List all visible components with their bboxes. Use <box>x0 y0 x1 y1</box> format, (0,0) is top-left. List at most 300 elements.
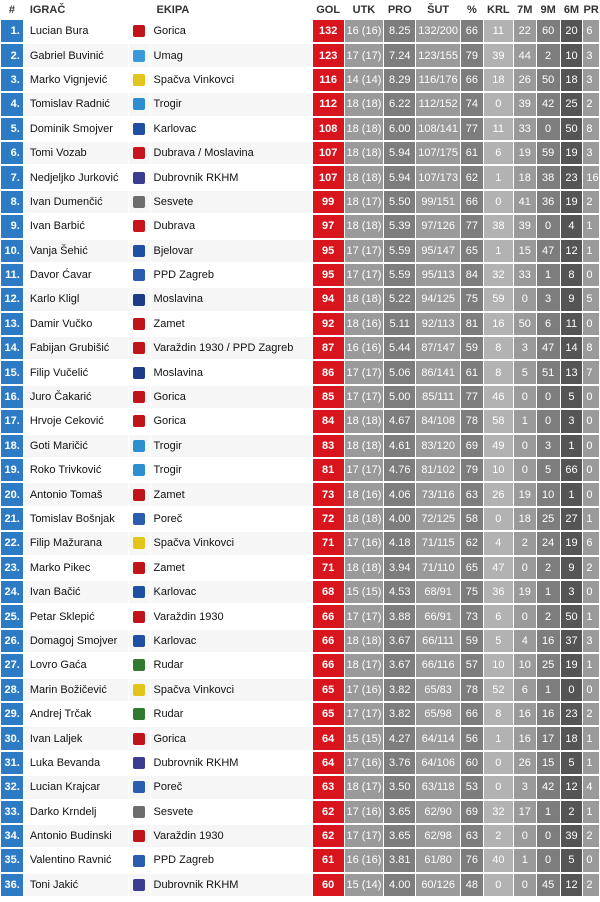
rank-cell: 18. <box>1 435 23 457</box>
team-name[interactable]: Dubrava / Moslavina <box>151 142 312 164</box>
average-cell: 4.06 <box>384 483 415 505</box>
percent-cell: 66 <box>461 703 483 725</box>
7m-cell: 5 <box>514 361 536 383</box>
average-cell: 3.88 <box>384 605 415 627</box>
fastbreak-cell: 5 <box>484 630 513 652</box>
6m-cell: 27 <box>561 508 583 530</box>
rank-cell: 23. <box>1 557 23 579</box>
average-cell: 5.44 <box>384 337 415 359</box>
player-name[interactable]: Lucian Bura <box>24 20 128 42</box>
header-logo-spacer <box>129 2 150 18</box>
goals-cell: 64 <box>313 727 344 749</box>
average-cell: 3.82 <box>384 703 415 725</box>
matches-cell: 18 (18) <box>345 215 383 237</box>
player-name[interactable]: Darko Krndelj <box>24 801 128 823</box>
player-name[interactable]: Tomi Vozab <box>24 142 128 164</box>
team-crest-icon <box>129 191 150 213</box>
average-cell: 6.22 <box>384 93 415 115</box>
pr-cell: 1 <box>583 605 599 627</box>
player-name[interactable]: Dominik Smojver <box>24 118 128 140</box>
team-name[interactable]: Dubrovnik RKHM <box>151 166 312 188</box>
9m-cell: 15 <box>537 752 560 774</box>
7m-cell: 0 <box>514 874 536 896</box>
matches-cell: 17 (16) <box>345 752 383 774</box>
average-cell: 4.53 <box>384 581 415 603</box>
team-crest-icon <box>129 508 150 530</box>
matches-cell: 18 (17) <box>345 654 383 676</box>
player-name[interactable]: Antonio Tomaš <box>24 483 128 505</box>
matches-cell: 17 (17) <box>345 264 383 286</box>
team-name[interactable]: Moslavina <box>151 361 312 383</box>
9m-cell: 1 <box>537 581 560 603</box>
rank-cell: 4. <box>1 93 23 115</box>
matches-cell: 17 (17) <box>345 605 383 627</box>
shots-cell: 71/110 <box>416 557 460 579</box>
6m-cell: 5 <box>561 386 583 408</box>
team-name[interactable]: PPD Zagreb <box>151 849 312 871</box>
pr-cell: 8 <box>583 337 599 359</box>
9m-cell: 59 <box>537 142 560 164</box>
team-name[interactable]: Zamet <box>151 483 312 505</box>
header-9m[interactable]: 9M <box>537 2 560 18</box>
6m-cell: 39 <box>561 825 583 847</box>
fastbreak-cell: 0 <box>484 93 513 115</box>
team-crest-icon <box>133 635 145 647</box>
table-row <box>1 69 599 91</box>
shots-cell: 84/108 <box>416 410 460 432</box>
team-name[interactable]: Dubrovnik RKHM <box>151 874 312 896</box>
fastbreak-cell: 39 <box>484 44 513 66</box>
player-name[interactable]: Ivan Dumenčić <box>24 191 128 213</box>
goals-cell: 123 <box>313 44 344 66</box>
average-cell: 5.00 <box>384 386 415 408</box>
goals-cell: 72 <box>313 508 344 530</box>
goals-cell: 63 <box>313 776 344 798</box>
pr-cell: 1 <box>583 801 599 823</box>
rank-cell: 15. <box>1 361 23 383</box>
rank-cell: 13. <box>1 313 23 335</box>
team-name[interactable]: Varaždin 1930 / PPD Zagreb <box>151 337 312 359</box>
matches-cell: 18 (16) <box>345 483 383 505</box>
player-name[interactable]: Tomislav Radnić <box>24 93 128 115</box>
goals-cell: 68 <box>313 581 344 603</box>
player-name[interactable]: Lovro Gaća <box>24 654 128 676</box>
9m-cell: 10 <box>537 483 560 505</box>
9m-cell: 36 <box>537 191 560 213</box>
pr-cell: 1 <box>583 752 599 774</box>
7m-cell: 26 <box>514 69 536 91</box>
percent-cell: 59 <box>461 630 483 652</box>
header-7m[interactable]: 7M <box>514 2 536 18</box>
team-name[interactable]: Poreč <box>151 508 312 530</box>
team-crest-icon <box>129 825 150 847</box>
player-name[interactable]: Marin Božičević <box>24 679 128 701</box>
9m-cell: 47 <box>537 240 560 262</box>
7m-cell: 17 <box>514 801 536 823</box>
6m-cell: 12 <box>561 776 583 798</box>
9m-cell: 1 <box>537 801 560 823</box>
goals-cell: 81 <box>313 459 344 481</box>
team-name[interactable]: Gorica <box>151 410 312 432</box>
goals-cell: 62 <box>313 825 344 847</box>
header-rank[interactable]: # <box>1 2 23 18</box>
percent-cell: 77 <box>461 118 483 140</box>
table-row <box>1 240 599 262</box>
rank-cell: 9. <box>1 215 23 237</box>
fastbreak-cell: 10 <box>484 459 513 481</box>
pr-cell: 3 <box>583 630 599 652</box>
matches-cell: 18 (17) <box>345 776 383 798</box>
header-krl[interactable]: KRL <box>484 2 513 18</box>
header-6m[interactable]: 6M <box>561 2 583 18</box>
team-name[interactable]: Karlovac <box>151 118 312 140</box>
percent-cell: 81 <box>461 313 483 335</box>
header-pr[interactable]: PR <box>583 4 599 16</box>
9m-cell: 6 <box>537 313 560 335</box>
6m-cell: 19 <box>561 142 583 164</box>
team-crest-icon <box>133 830 145 842</box>
player-name[interactable]: Ivan Bačić <box>24 581 128 603</box>
table-row <box>1 337 599 359</box>
shots-cell: 66/116 <box>416 654 460 676</box>
6m-cell: 19 <box>561 654 583 676</box>
team-crest-icon <box>129 581 150 603</box>
7m-cell: 33 <box>514 118 536 140</box>
team-name[interactable]: Sesvete <box>151 191 312 213</box>
rank-cell: 26. <box>1 630 23 652</box>
team-name[interactable]: Zamet <box>151 557 312 579</box>
player-name[interactable]: Lucian Krajcar <box>24 776 128 798</box>
rank-cell: 3. <box>1 69 23 91</box>
6m-cell: 23 <box>561 166 583 188</box>
shots-cell: 61/80 <box>416 849 460 871</box>
team-name[interactable]: Gorica <box>151 727 312 749</box>
average-cell: 4.27 <box>384 727 415 749</box>
shots-cell: 63/118 <box>416 776 460 798</box>
percent-cell: 56 <box>461 727 483 749</box>
team-name[interactable]: Umag <box>151 44 312 66</box>
9m-cell: 1 <box>537 679 560 701</box>
7m-cell: 0 <box>514 825 536 847</box>
6m-cell: 66 <box>561 459 583 481</box>
team-crest-icon <box>129 240 150 262</box>
matches-cell: 17 (16) <box>345 679 383 701</box>
goals-cell: 92 <box>313 313 344 335</box>
header-gol[interactable]: GOL <box>313 2 344 18</box>
team-name[interactable]: Zamet <box>151 313 312 335</box>
team-crest-icon <box>133 659 145 671</box>
player-name[interactable]: Luka Bevanda <box>24 752 128 774</box>
average-cell: 5.94 <box>384 166 415 188</box>
7m-cell: 44 <box>514 44 536 66</box>
6m-cell: 25 <box>561 93 583 115</box>
player-name[interactable]: Gabriel Buvinić <box>24 44 128 66</box>
team-crest-icon <box>129 801 150 823</box>
goals-cell: 108 <box>313 118 344 140</box>
player-name[interactable]: Ivan Laljek <box>24 727 128 749</box>
team-crest-icon <box>129 69 150 91</box>
fastbreak-cell: 32 <box>484 801 513 823</box>
percent-cell: 65 <box>461 240 483 262</box>
team-crest-icon <box>133 245 145 257</box>
team-name[interactable]: Poreč <box>151 776 312 798</box>
7m-cell: 22 <box>514 20 536 42</box>
team-name[interactable]: Moslavina <box>151 288 312 310</box>
header-pro[interactable]: PRO <box>384 2 415 18</box>
goals-cell: 60 <box>313 874 344 896</box>
6m-cell: 0 <box>561 679 583 701</box>
table-row <box>1 581 599 603</box>
7m-cell: 10 <box>514 654 536 676</box>
player-name[interactable]: Toni Jakić <box>24 874 128 896</box>
team-name[interactable]: Trogir <box>151 459 312 481</box>
team-crest-icon <box>133 50 145 62</box>
matches-cell: 17 (17) <box>345 459 383 481</box>
table-row <box>1 849 599 871</box>
team-name[interactable]: Karlovac <box>151 630 312 652</box>
fastbreak-cell: 16 <box>484 313 513 335</box>
matches-cell: 18 (18) <box>345 288 383 310</box>
team-crest-icon <box>133 367 145 379</box>
rank-cell: 19. <box>1 459 23 481</box>
matches-cell: 17 (17) <box>345 44 383 66</box>
team-name[interactable]: Gorica <box>151 20 312 42</box>
player-name[interactable]: Davor Ćavar <box>24 264 128 286</box>
goals-cell: 112 <box>313 93 344 115</box>
matches-cell: 18 (18) <box>345 435 383 457</box>
table-row <box>1 874 599 896</box>
6m-cell: 20 <box>561 20 583 42</box>
player-name[interactable]: Fabijan Grubišić <box>24 337 128 359</box>
7m-cell: 33 <box>514 264 536 286</box>
rank-cell: 14. <box>1 337 23 359</box>
pr-cell: 2 <box>583 191 599 213</box>
matches-cell: 18 (18) <box>345 118 383 140</box>
table-row <box>1 435 599 457</box>
team-crest-icon <box>129 849 150 871</box>
pr-cell: 3 <box>583 44 599 66</box>
header-player[interactable]: IGRAČ <box>24 2 128 18</box>
fastbreak-cell: 0 <box>484 191 513 213</box>
goals-cell: 95 <box>313 264 344 286</box>
fastbreak-cell: 47 <box>484 557 513 579</box>
team-name[interactable]: Dubrovnik RKHM <box>151 752 312 774</box>
team-name[interactable]: Trogir <box>151 93 312 115</box>
goals-cell: 65 <box>313 703 344 725</box>
average-cell: 4.18 <box>384 532 415 554</box>
team-crest-icon <box>133 513 145 525</box>
team-crest-icon <box>129 20 150 42</box>
player-name[interactable]: Filip Vučelić <box>24 361 128 383</box>
player-name[interactable]: Domagoj Smojver <box>24 630 128 652</box>
average-cell: 7.24 <box>384 44 415 66</box>
team-name[interactable]: Dubrava <box>151 215 312 237</box>
team-crest-icon <box>129 313 150 335</box>
shots-cell: 64/106 <box>416 752 460 774</box>
team-crest-icon <box>129 776 150 798</box>
team-name[interactable]: Spačva Vinkovci <box>151 679 312 701</box>
player-name[interactable]: Marko Vignjević <box>24 69 128 91</box>
team-name[interactable]: Rudar <box>151 703 312 725</box>
pr-cell: 2 <box>583 703 599 725</box>
header-pct[interactable]: % <box>461 2 483 18</box>
team-crest-icon <box>129 654 150 676</box>
shots-cell: 95/113 <box>416 264 460 286</box>
average-cell: 3.50 <box>384 776 415 798</box>
team-name[interactable]: Trogir <box>151 435 312 457</box>
7m-cell: 0 <box>514 459 536 481</box>
goals-cell: 62 <box>313 801 344 823</box>
shots-cell: 123/155 <box>416 44 460 66</box>
7m-cell: 19 <box>514 483 536 505</box>
table-row <box>1 557 599 579</box>
team-name[interactable]: Bjelovar <box>151 240 312 262</box>
pr-cell: 0 <box>583 581 599 603</box>
fastbreak-cell: 4 <box>484 532 513 554</box>
7m-cell: 1 <box>514 410 536 432</box>
fastbreak-cell: 6 <box>484 605 513 627</box>
player-name[interactable]: Vanja Šehić <box>24 240 128 262</box>
goals-cell: 73 <box>313 483 344 505</box>
9m-cell: 0 <box>537 118 560 140</box>
team-name[interactable]: Sesvete <box>151 801 312 823</box>
table-row <box>1 752 599 774</box>
player-name[interactable]: Damir Vučko <box>24 313 128 335</box>
shots-cell: 72/125 <box>416 508 460 530</box>
fastbreak-cell: 26 <box>484 483 513 505</box>
team-crest-icon <box>133 123 145 135</box>
percent-cell: 84 <box>461 264 483 286</box>
pr-cell: 1 <box>583 215 599 237</box>
7m-cell: 4 <box>514 630 536 652</box>
player-name[interactable]: Juro Čakarić <box>24 386 128 408</box>
7m-cell: 19 <box>514 581 536 603</box>
7m-cell: 18 <box>514 166 536 188</box>
average-cell: 4.61 <box>384 435 415 457</box>
header-row <box>1 2 599 18</box>
goals-cell: 86 <box>313 361 344 383</box>
7m-cell: 0 <box>514 435 536 457</box>
shots-cell: 94/125 <box>416 288 460 310</box>
table-row <box>1 801 599 823</box>
6m-cell: 19 <box>561 191 583 213</box>
table-row <box>1 410 599 432</box>
team-crest-icon <box>129 630 150 652</box>
average-cell: 5.94 <box>384 142 415 164</box>
7m-cell: 3 <box>514 337 536 359</box>
pr-cell: 4 <box>583 776 599 798</box>
rank-cell: 2. <box>1 44 23 66</box>
6m-cell: 12 <box>561 874 583 896</box>
rank-cell: 1. <box>1 20 23 42</box>
rank-cell: 28. <box>1 679 23 701</box>
goals-cell: 99 <box>313 191 344 213</box>
player-name[interactable]: Hrvoje Ceković <box>24 410 128 432</box>
9m-cell: 5 <box>537 459 560 481</box>
team-name[interactable]: Spačva Vinkovci <box>151 532 312 554</box>
rank-cell: 16. <box>1 386 23 408</box>
9m-cell: 25 <box>537 654 560 676</box>
percent-cell: 77 <box>461 215 483 237</box>
player-name[interactable]: Karlo Kligl <box>24 288 128 310</box>
7m-cell: 6 <box>514 679 536 701</box>
fastbreak-cell: 0 <box>484 776 513 798</box>
goals-cell: 66 <box>313 654 344 676</box>
player-name[interactable]: Nedjeljko Jurković <box>24 166 128 188</box>
player-name[interactable]: Tomislav Bošnjak <box>24 508 128 530</box>
table-row <box>1 776 599 798</box>
9m-cell: 0 <box>537 215 560 237</box>
fastbreak-cell: 8 <box>484 703 513 725</box>
player-name[interactable]: Filip Mažurana <box>24 532 128 554</box>
team-name[interactable]: Varaždin 1930 <box>151 825 312 847</box>
7m-cell: 16 <box>514 727 536 749</box>
9m-cell: 0 <box>537 849 560 871</box>
team-name[interactable]: Karlovac <box>151 581 312 603</box>
9m-cell: 1 <box>537 264 560 286</box>
matches-cell: 18 (18) <box>345 166 383 188</box>
rank-cell: 27. <box>1 654 23 676</box>
header-sut[interactable]: ŠUT <box>416 2 460 18</box>
team-crest-icon <box>133 464 145 476</box>
6m-cell: 50 <box>561 118 583 140</box>
6m-cell: 5 <box>561 752 583 774</box>
header-utk[interactable]: UTK <box>345 2 383 18</box>
matches-cell: 18 (18) <box>345 93 383 115</box>
team-crest-icon <box>129 93 150 115</box>
player-name[interactable]: Antonio Budinski <box>24 825 128 847</box>
header-team[interactable]: EKIPA <box>151 2 312 18</box>
player-name[interactable]: Marko Pikec <box>24 557 128 579</box>
matches-cell: 17 (17) <box>345 825 383 847</box>
7m-cell: 39 <box>514 93 536 115</box>
player-name[interactable]: Petar Sklepić <box>24 605 128 627</box>
team-name[interactable]: Varaždin 1930 <box>151 605 312 627</box>
team-name[interactable]: Gorica <box>151 386 312 408</box>
player-name[interactable]: Andrej Trčak <box>24 703 128 725</box>
player-name[interactable]: Valentino Ravnić <box>24 849 128 871</box>
9m-cell: 50 <box>537 69 560 91</box>
7m-cell: 0 <box>514 386 536 408</box>
percent-cell: 60 <box>461 752 483 774</box>
6m-cell: 9 <box>561 557 583 579</box>
7m-cell: 41 <box>514 191 536 213</box>
7m-cell: 2 <box>514 532 536 554</box>
pr-cell: 2 <box>583 557 599 579</box>
goals-cell: 132 <box>313 20 344 42</box>
average-cell: 5.59 <box>384 240 415 262</box>
6m-cell: 5 <box>561 849 583 871</box>
6m-cell: 8 <box>561 264 583 286</box>
fastbreak-cell: 0 <box>484 752 513 774</box>
shots-cell: 86/141 <box>416 361 460 383</box>
player-name[interactable]: Goti Maričić <box>24 435 128 457</box>
fastbreak-cell: 0 <box>484 508 513 530</box>
goals-cell: 61 <box>313 849 344 871</box>
matches-cell: 15 (15) <box>345 581 383 603</box>
player-name[interactable]: Roko Trivković <box>24 459 128 481</box>
team-name[interactable]: Spačva Vinkovci <box>151 69 312 91</box>
6m-cell: 11 <box>561 313 583 335</box>
player-name[interactable]: Ivan Barbić <box>24 215 128 237</box>
team-name[interactable]: Rudar <box>151 654 312 676</box>
shots-cell: 95/147 <box>416 240 460 262</box>
6m-cell: 3 <box>561 410 583 432</box>
percent-cell: 62 <box>461 166 483 188</box>
9m-cell: 60 <box>537 20 560 42</box>
team-crest-icon <box>133 611 145 623</box>
team-name[interactable]: PPD Zagreb <box>151 264 312 286</box>
